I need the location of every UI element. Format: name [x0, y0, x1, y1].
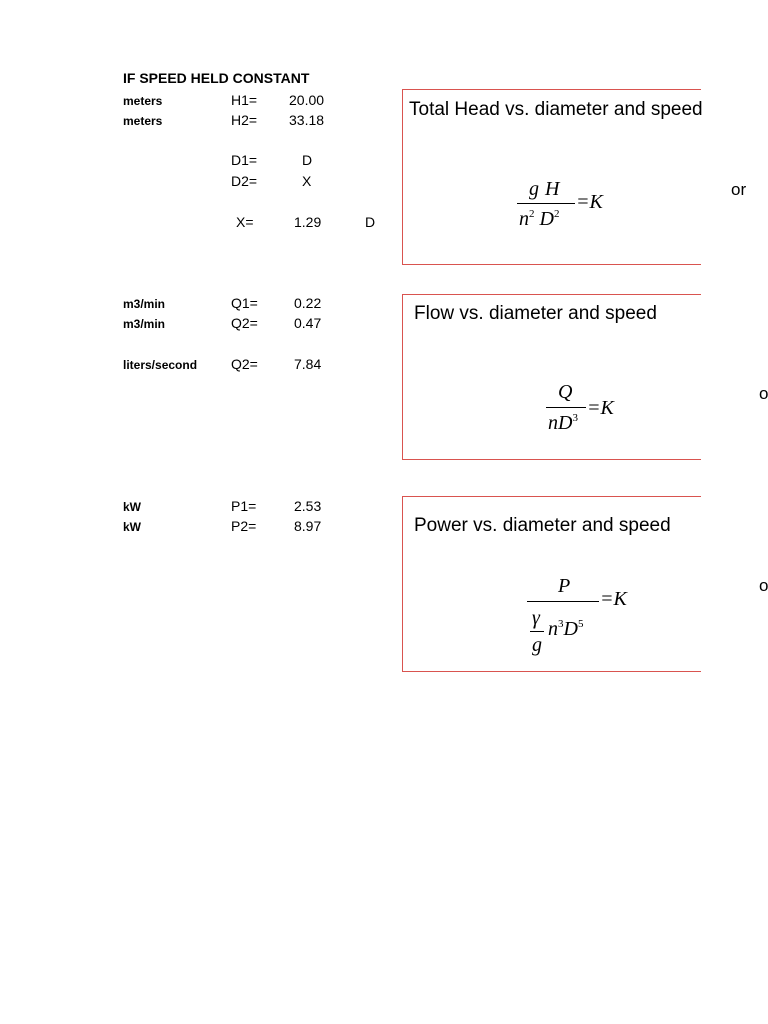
power-gamma: γ [532, 607, 540, 629]
head-num-h: H [545, 178, 560, 200]
flow-box-title: Flow vs. diameter and speed [414, 303, 657, 324]
value-h2: 33.18 [289, 112, 325, 128]
head-formula-box [402, 89, 701, 265]
power-inner-fraction-line [530, 631, 544, 632]
power-rhs: =K [600, 588, 627, 610]
unit-q2: m3/min [123, 317, 166, 331]
head-formula [403, 90, 701, 264]
head-den-exp1: 2 [529, 208, 535, 220]
unit-p1: kW [123, 500, 141, 514]
flow-or-text: o [759, 384, 768, 403]
value-x-unit: D [365, 214, 376, 230]
head-den-d: D [539, 208, 554, 230]
power-box-title: Power vs. diameter and speed [414, 515, 671, 536]
unit-q2-lps: liters/second [123, 358, 198, 372]
head-or-text: or [731, 180, 747, 199]
label-q1: Q1= [231, 295, 258, 311]
flow-den-exp: 3 [572, 412, 578, 424]
unit-h1: meters [123, 94, 163, 108]
power-den-rest [548, 618, 583, 641]
head-fraction-line [517, 203, 575, 204]
unit-h2: meters [123, 114, 163, 128]
label-d2: D2= [231, 173, 258, 189]
label-d1: D1= [231, 152, 258, 168]
power-formula [403, 497, 701, 671]
power-den-n: n [548, 618, 558, 640]
head-den-n: n [519, 208, 529, 230]
head-den-exp2: 2 [553, 208, 560, 220]
value-x: 1.29 [294, 214, 322, 230]
head-den [519, 208, 559, 231]
value-q2: 0.47 [294, 315, 322, 331]
head-num-g: g [529, 178, 539, 200]
value-d2: X [302, 173, 312, 189]
label-p1: P1= [231, 498, 257, 514]
label-p2: P2= [231, 518, 257, 534]
power-or-text: o [759, 576, 768, 595]
value-q1: 0.22 [294, 295, 322, 311]
value-d1: D [302, 152, 313, 168]
unit-p2: kW [123, 520, 141, 534]
label-h2: H2= [231, 112, 258, 128]
head-box-title: Total Head vs. diameter and speed [409, 99, 703, 120]
power-num-p: P [558, 575, 571, 597]
power-fraction-line [527, 601, 599, 602]
flow-formula [403, 295, 701, 459]
flow-formula-box [402, 294, 701, 460]
label-x: X= [236, 214, 254, 230]
flow-den-nd: nD [548, 412, 573, 434]
power-den-d: D [563, 618, 578, 640]
power-den-d-exp: 5 [577, 618, 584, 630]
flow-num-q: Q [558, 381, 573, 403]
value-q2-lps: 7.84 [294, 356, 322, 372]
unit-q1: m3/min [123, 297, 166, 311]
page-title: IF SPEED HELD CONSTANT [123, 70, 310, 86]
flow-rhs: =K [587, 397, 614, 419]
label-q2: Q2= [231, 315, 258, 331]
head-rhs: =K [576, 191, 603, 213]
value-h1: 20.00 [289, 92, 325, 108]
label-q2-lps: Q2= [231, 356, 258, 372]
value-p1: 2.53 [294, 498, 322, 514]
flow-fraction-line [546, 407, 586, 408]
power-formula-box [402, 496, 701, 672]
power-den-n-exp: 3 [558, 618, 564, 630]
label-h1: H1= [231, 92, 258, 108]
value-p2: 8.97 [294, 518, 322, 534]
flow-den [548, 412, 578, 435]
power-g: g [532, 634, 542, 656]
